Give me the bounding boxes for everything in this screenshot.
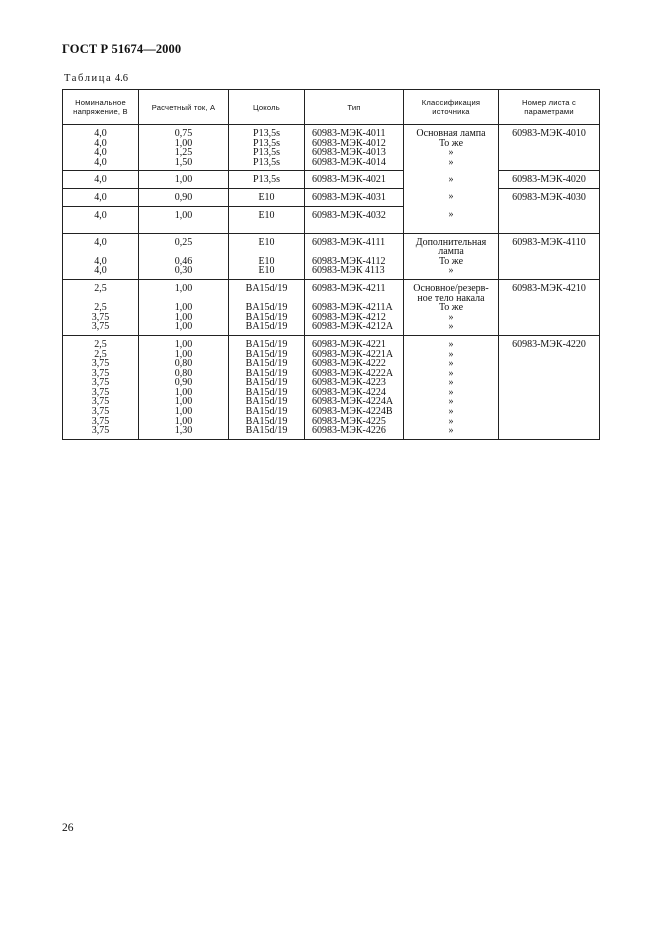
cell-current: 0,25 <box>139 233 229 257</box>
cell-cap: BA15d/19 <box>229 303 305 313</box>
cell-sheet-number: 60983-МЭК-4210 <box>499 279 600 335</box>
cell-current: 1,00 <box>139 335 229 349</box>
cell-classification: » <box>404 322 499 335</box>
table-row <box>63 171 600 189</box>
cell-type: 60983-МЭК-4223 <box>305 378 404 388</box>
cell-current: 1,50 <box>139 158 229 171</box>
cell-voltage: 2,5 <box>63 335 139 349</box>
cell-current: 0,46 <box>139 257 229 267</box>
cell-cap: BA15d/19 <box>229 279 305 303</box>
cell-type: 60983-МЭК-4221 <box>305 335 404 349</box>
cell-cap: BA15d/19 <box>229 378 305 388</box>
cell-type: 60983-МЭК-4021 <box>305 171 404 189</box>
cell-type: 60983-МЭК-4013 <box>305 148 404 158</box>
cell-classification: » <box>404 350 499 360</box>
cell-current: 0,90 <box>139 378 229 388</box>
cell-cap: BA15d/19 <box>229 335 305 349</box>
cell-cap: P13,5s <box>229 148 305 158</box>
cell-current: 1,00 <box>139 313 229 323</box>
cell-current: 1,00 <box>139 388 229 398</box>
cell-classification: » <box>404 378 499 388</box>
table-row <box>63 188 600 206</box>
cell-cap: P13,5s <box>229 158 305 171</box>
cell-type: 60983-МЭК-4211 <box>305 279 404 303</box>
cell-classification: » <box>404 388 499 398</box>
cell-current: 1,00 <box>139 417 229 427</box>
cell-voltage: 3,75 <box>63 388 139 398</box>
cell-voltage: 3,75 <box>63 313 139 323</box>
cell-current: 0,75 <box>139 125 229 139</box>
cell-type: 60983-МЭК-4211А <box>305 303 404 313</box>
table-row <box>63 335 600 349</box>
cell-cap: BA15d/19 <box>229 407 305 417</box>
cell-classification <box>404 233 499 257</box>
cell-cap: BA15d/19 <box>229 388 305 398</box>
cell-classification: » <box>404 188 499 206</box>
cell-current: 1,00 <box>139 206 229 233</box>
col-header-cap: Цоколь <box>229 90 305 125</box>
cell-classification: » <box>404 313 499 323</box>
cell-current: 0,80 <box>139 369 229 379</box>
table-caption-number: 4.6 <box>114 73 128 84</box>
cell-sheet-number: 60983-МЭК-4010 <box>499 125 600 171</box>
cell-cap: BA15d/19 <box>229 369 305 379</box>
cell-type: 60983-МЭК-4225 <box>305 417 404 427</box>
cell-type: 60983-МЭК-4111 <box>305 233 404 257</box>
cell-sheet-number: 60983-МЭК-4220 <box>499 335 600 439</box>
col-header-type: Тип <box>305 90 404 125</box>
classification-line-1: Основное/резерв- <box>413 282 489 294</box>
cell-classification: » <box>404 171 499 189</box>
cell-type: 60983-МЭК-4014 <box>305 158 404 171</box>
cell-current: 1,00 <box>139 303 229 313</box>
cell-type: 60983-МЭК-4031 <box>305 188 404 206</box>
cell-classification: » <box>404 426 499 439</box>
cell-type: 60983-МЭК-4222 <box>305 359 404 369</box>
cell-classification: » <box>404 359 499 369</box>
cell-sheet-number: 60983-МЭК-4110 <box>499 233 600 279</box>
cell-classification: » <box>404 407 499 417</box>
cell-voltage: 4,0 <box>63 266 139 279</box>
classification-line-1: Дополнительная <box>415 236 487 248</box>
cell-current: 1,00 <box>139 407 229 417</box>
col-header-sheet-number: Номер листа с параметрами <box>499 90 600 125</box>
cell-current: 1,30 <box>139 426 229 439</box>
cell-cap: P13,5s <box>229 139 305 149</box>
cell-voltage: 4,0 <box>63 171 139 189</box>
cell-cap: BA15d/19 <box>229 359 305 369</box>
cell-type: 60983-МЭК-4212А <box>305 322 404 335</box>
cell-voltage: 3,75 <box>63 359 139 369</box>
cell-type: 60983-МЭК-4224 <box>305 388 404 398</box>
cell-voltage: 2,5 <box>63 303 139 313</box>
cell-voltage: 4,0 <box>63 139 139 149</box>
cell-sheet-number: 60983-МЭК-4030 <box>499 188 600 233</box>
cell-current: 0,80 <box>139 359 229 369</box>
cell-type: 60983-МЭК-4012 <box>305 139 404 149</box>
cell-classification: » <box>404 369 499 379</box>
cell-voltage: 2,5 <box>63 350 139 360</box>
document-title: ГОСТ Р 51674—2000 <box>62 42 182 56</box>
page-number: 26 <box>62 822 74 834</box>
cell-cap: E10 <box>229 266 305 279</box>
cell-type: 60983-МЭК-4011 <box>305 125 404 139</box>
cell-type: 60983-МЭК-4032 <box>305 206 404 233</box>
cell-voltage: 3,75 <box>63 426 139 439</box>
cell-type: 60983-МЭК-4112 <box>305 257 404 267</box>
cell-cap: E10 <box>229 206 305 233</box>
cell-classification: То же <box>404 257 499 267</box>
cell-classification: » <box>404 335 499 349</box>
cell-type: 60983-МЭК 4113 <box>305 266 404 279</box>
cell-voltage: 3,75 <box>63 397 139 407</box>
cell-current: 1,00 <box>139 171 229 189</box>
col-header-voltage: Номинальное напряжение, В <box>63 90 139 125</box>
classification-line-2: ное тело накала <box>417 292 485 304</box>
cell-current: 1,00 <box>139 322 229 335</box>
table-caption <box>64 73 128 84</box>
col-header-current: Расчетный ток, А <box>139 90 229 125</box>
table-caption-label: Таблица <box>64 73 113 84</box>
cell-type: 60983-МЭК-4224А <box>305 397 404 407</box>
cell-cap: P13,5s <box>229 125 305 139</box>
cell-cap: BA15d/19 <box>229 426 305 439</box>
cell-classification: Основная лампа <box>404 125 499 139</box>
cell-voltage: 4,0 <box>63 257 139 267</box>
cell-cap: E10 <box>229 188 305 206</box>
table-header-row <box>63 90 600 125</box>
cell-current: 0,30 <box>139 266 229 279</box>
cell-cap: BA15d/19 <box>229 322 305 335</box>
cell-voltage: 4,0 <box>63 158 139 171</box>
cell-type: 60983-МЭК-4222А <box>305 369 404 379</box>
cell-classification <box>404 279 499 303</box>
cell-voltage: 3,75 <box>63 417 139 427</box>
cell-cap: BA15d/19 <box>229 417 305 427</box>
cell-cap: BA15d/19 <box>229 313 305 323</box>
table-row <box>63 125 600 139</box>
cell-classification: » <box>404 266 499 279</box>
cell-current: 1,25 <box>139 148 229 158</box>
cell-voltage: 4,0 <box>63 206 139 233</box>
cell-voltage: 3,75 <box>63 378 139 388</box>
cell-classification: То же <box>404 303 499 313</box>
cell-voltage: 4,0 <box>63 148 139 158</box>
cell-current: 1,00 <box>139 279 229 303</box>
cell-cap: E10 <box>229 233 305 257</box>
cell-classification: То же <box>404 139 499 149</box>
cell-current: 1,00 <box>139 139 229 149</box>
cell-voltage: 4,0 <box>63 125 139 139</box>
cell-classification: » <box>404 158 499 171</box>
cell-cap: P13,5s <box>229 171 305 189</box>
cell-classification: » <box>404 148 499 158</box>
cell-classification: » <box>404 397 499 407</box>
cell-voltage: 3,75 <box>63 322 139 335</box>
cell-type: 60983-МЭК-4224В <box>305 407 404 417</box>
col-header-classification: Классификация источника <box>404 90 499 125</box>
cell-voltage: 4,0 <box>63 233 139 257</box>
cell-cap: BA15d/19 <box>229 397 305 407</box>
cell-voltage: 3,75 <box>63 407 139 417</box>
cell-cap: BA15d/19 <box>229 350 305 360</box>
cell-voltage: 4,0 <box>63 188 139 206</box>
cell-type: 60983-МЭК-4212 <box>305 313 404 323</box>
cell-cap: E10 <box>229 257 305 267</box>
classification-line-2: лампа <box>438 246 464 258</box>
cell-voltage: 2,5 <box>63 279 139 303</box>
table-row <box>63 279 600 303</box>
cell-classification: » <box>404 206 499 233</box>
cell-current: 1,00 <box>139 350 229 360</box>
cell-current: 0,90 <box>139 188 229 206</box>
lamp-table <box>62 89 600 440</box>
cell-voltage: 3,75 <box>63 369 139 379</box>
cell-classification: » <box>404 417 499 427</box>
cell-sheet-number: 60983-МЭК-4020 <box>499 171 600 189</box>
cell-type: 60983-МЭК-4226 <box>305 426 404 439</box>
table-row <box>63 233 600 257</box>
cell-type: 60983-МЭК-4221А <box>305 350 404 360</box>
cell-current: 1,00 <box>139 397 229 407</box>
